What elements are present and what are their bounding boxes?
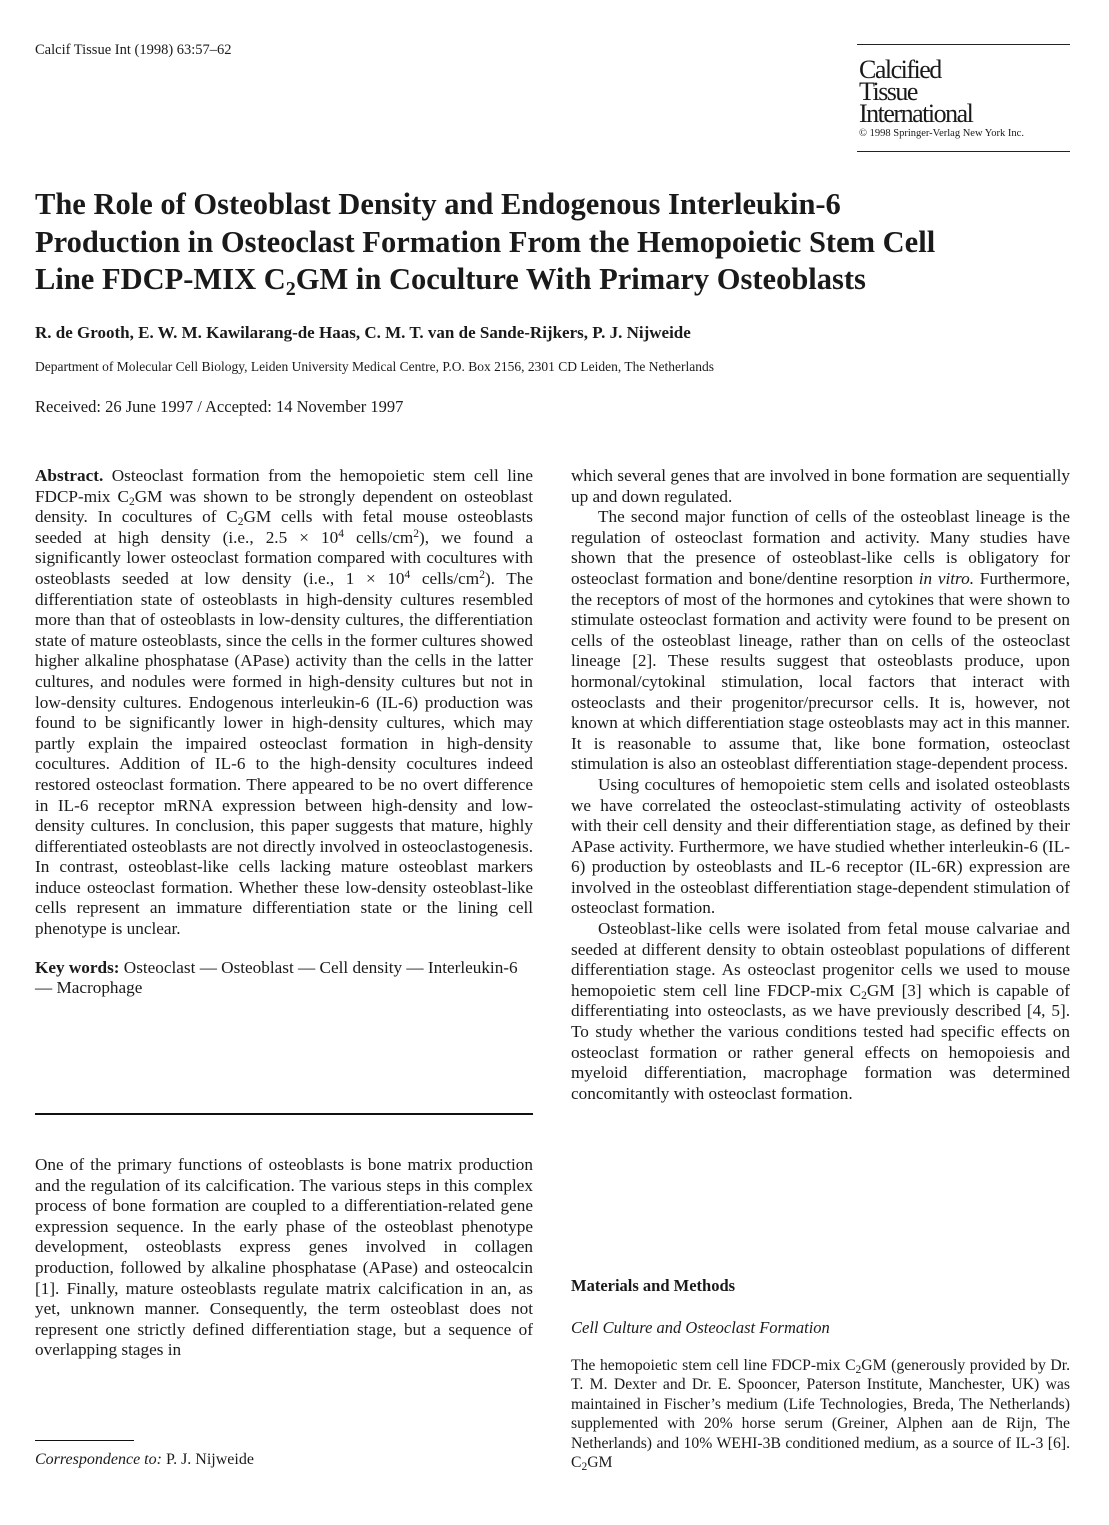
superscript: 4 (338, 527, 344, 540)
intro-paragraph-2 (571, 507, 1070, 775)
logo-line-1: Calcified (859, 55, 941, 84)
right-column (571, 466, 1070, 1104)
introduction-section (35, 1155, 533, 1361)
title-subscript: 2 (285, 278, 296, 300)
abstract-text-7: ). The differentiation state of osteoblasts in high-density cultures resembled more than that of osteoblasts in low-density cultures, the differentiation state of mature osteoblasts, since the cells in the former cultures showed higher alkaline phosphatase (APase) activity than the cells in the latter cultures, and nodules were formed in high-density cultures but not in low-density cultures. Endogenous interleukin-6 (IL-6) production was found to be significantly lower in high-density cultures, which may partly explain the impaired osteoclast formation in high-density cocultures. Addition of IL-6 to the high-density cocultures indeed restored osteoclast formation. There appeared to be no overt difference in IL-6 receptor mRNA expression between high-density and low-density cultures. In conclusion, this paper suggests that mature, highly differentiated osteoblasts are not directly involved in osteoclastogenesis. In contrast, osteoblast-like cells lacking mature osteoblast markers induce osteoclast formation. Whether these low-density osteoblast-like cells represent an immature differentiation state or the lining cell phenotype is unclear. (35, 568, 533, 939)
abstract-divider (35, 1113, 533, 1115)
title-line-2: Production in Osteoclast Formation From the Hemopoietic Stem Cell (35, 224, 936, 259)
subscript: 2 (237, 516, 244, 529)
journal-logo-text (859, 55, 973, 128)
para-text: GM (generously provided by Dr. T. M. Dexter and Dr. E. Spooncer, Paterson Institute, Manchester, UK) was maintained in Fischer’s medium (Life Technologies, Breda, The Netherlands) supplemented with 20% horse serum (Greiner, Alphen aan de Rijn, The Netherlands) and 10% WEHI-3B conditioned medium, as a source of IL-3 [6]. C (571, 1357, 1070, 1472)
para-text: GM [3] which is capable of differentiating into osteoclasts, as we have previously described [4, 5]. To study whether the various conditions tested had specific effects on osteoclast formation or rather general effects on hemopoiesis and myeloid differentiation, macrophage formation was determined concomitantly with osteoclast formation. (571, 980, 1071, 1103)
superscript: 4 (404, 568, 411, 581)
title-line-3b: GM in Coculture With Primary Osteoblasts (295, 262, 866, 296)
section-heading-methods: Materials and Methods (571, 1276, 736, 1295)
keywords-text: Osteoclast — Osteoblast — Cell density — Interleukin-6 — Macrophage (35, 957, 518, 998)
intro-paragraph-1: One of the primary functions of osteoblasts is bone matrix production and the regulation of its calcification. The various steps in this complex process of bone formation are coupled to a differentiation-related gene expression sequence. In the early phase of the osteoblast phenotype development, osteoblasts express genes involved in collagen production, followed by alkaline phosphatase (APase) and osteocalcin [1]. Finally, mature osteoblasts regulate matrix calcification in an, as yet, unknown manner. Consequently, the term osteoblast does not represent one strictly defined differentiation stage, but a sequence of overlapping stages in (35, 1155, 533, 1360)
footnote-divider (35, 1440, 134, 1441)
received-accepted-dates: Received: 26 June 1997 / Accepted: 14 November 1997 (35, 397, 404, 416)
intro-continuation: which several genes that are involved in bone formation are sequentially up and down regulated. (571, 466, 1070, 506)
para-text: The second major function of cells of the osteoblast lineage is the regulation of osteoclast formation and activity. Many studies have shown that the presence of osteoblast-like cells is obligatory for osteoclast formation and bone/dentine resorption (571, 507, 1070, 588)
copyright-notice: © 1998 Springer-Verlag New York Inc. (859, 128, 1024, 139)
keywords-paragraph (35, 958, 533, 999)
abstract-text-4: cells/cm (343, 527, 414, 547)
abstract-text-3: GM cells with fetal mouse osteoblasts seeded at high density (i.e., 2.5 × 10 (35, 507, 533, 547)
footnote-label: Correspondence to: (35, 1451, 162, 1468)
abstract-label: Abstract. (35, 466, 104, 485)
article-title (35, 186, 1075, 299)
journal-logo (857, 44, 1070, 152)
para-text: Furthermore, the receptors of most of the hormones and cytokines that were shown to stimulate osteoclast formation and activity were found to be present on cells of the osteoblast lineage, rather than on cells of the osteoclast lineage [2]. These results suggest that osteoblasts produce, upon hormonal/cytokinal stimulation, local factors that interact with osteoclasts and their progenitor/precursor cells. It is, however, not known at which differentiation stage osteoblasts may act in this manner. It is reasonable to assume that, like bone formation, osteoclast stimulation is also an osteoblast differentiation stage-dependent process. (571, 568, 1070, 774)
superscript: 2 (413, 527, 420, 540)
abstract-text-1: Osteoclast formation from the hemopoietic stem cell line FDCP-mix C (35, 466, 533, 506)
para-text: The hemopoietic stem cell line FDCP-mix C (571, 1357, 856, 1374)
abstract-text-2: GM was shown to be strongly dependent on osteoblast density. In cocultures of C (35, 486, 534, 527)
methods-section (571, 1356, 1070, 1472)
footnote-name: P. J. Nijweide (161, 1451, 254, 1468)
abstract-paragraph (35, 466, 533, 940)
intro-paragraph-4 (571, 919, 1070, 1104)
affiliation: Department of Molecular Cell Biology, Leiden University Medical Centre, P.O. Box 2156, 2301 CD Leiden, The Netherlands (35, 359, 714, 374)
logo-line-3: International (859, 99, 973, 128)
para-text: GM (587, 1454, 613, 1472)
journal-citation: Calcif Tissue Int (1998) 63:57–62 (35, 42, 232, 58)
italic-text: in vitro. (918, 568, 974, 588)
para-text: Osteoblast-like cells were isolated from fetal mouse calvariae and seeded at different density to obtain osteoblast populations of different differentiation stage. As osteoclast progenitor cells we used to mouse hemopoietic stem cell line FDCP-mix C (571, 919, 1070, 1000)
intro-paragraph-3: Using cocultures of hemopoietic stem cells and isolated osteoblasts we have correlated the osteoclast-stimulating activity of osteoblasts with their cell density and their differentiation stage, as defined by their APase activity. Furthermore, we have studied whether interleukin-6 (IL-6) production by osteoblasts and IL-6 receptor (IL-6R) expression are involved in the osteoblast differentiation stage-dependent stimulation of osteoclast formation. (571, 774, 1070, 918)
title-line-1: The Role of Osteoblast Density and Endogenous Interleukin-6 (35, 187, 841, 221)
superscript: 2 (479, 568, 485, 581)
abstract-text-5: ), we found a significantly lower osteoclast formation compared with cocultures with osteoblasts seeded at low density (i.e., 1 × 10 (35, 527, 533, 588)
correspondence-footnote (35, 1451, 254, 1469)
author-list: R. de Grooth, E. W. M. Kawilarang-de Haas, C. M. T. van de Sande-Rijkers, P. J. Nijweide (35, 323, 691, 342)
subscript: 2 (855, 1364, 862, 1376)
subscript: 2 (861, 989, 867, 1002)
keywords-label: Key words: (35, 957, 120, 977)
logo-line-2: Tissue (859, 77, 917, 106)
abstract-section (35, 466, 533, 999)
abstract-text-6: cells/cm (410, 568, 480, 588)
methods-paragraph-1 (571, 1356, 1070, 1472)
subsection-heading: Cell Culture and Osteoclast Formation (571, 1318, 830, 1337)
subscript: 2 (128, 495, 135, 508)
subscript: 2 (581, 1461, 588, 1474)
title-line-3a: Line FDCP-MIX C (35, 262, 286, 296)
